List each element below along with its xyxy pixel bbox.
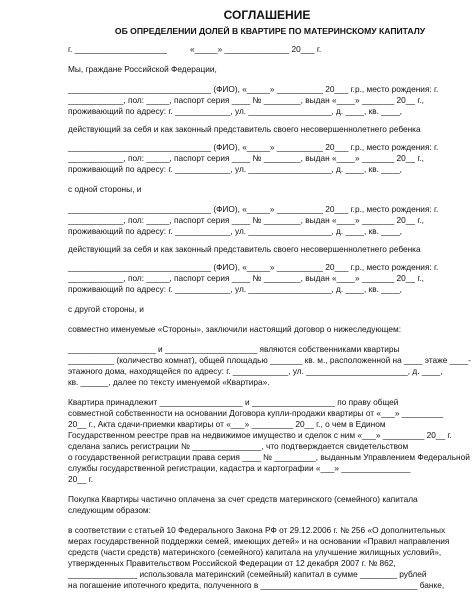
clause-line: мерах государственной поддержки семей, имеющих детей» и на основании «Правил направления [68, 536, 450, 546]
clause-line: этажного дома, находящейся по адресу: г. ____________, ул. ______________________, д. ____, [68, 366, 443, 376]
clause-line: утвержденных Правительством Российской Федерации от 12 декабря 2007 г. № 862, [68, 558, 396, 568]
side-two-line: с другой стороны, и [68, 304, 144, 314]
party-line: проживающий по адресу: г. ____________, ул. __________________, д. ____, кв. ____, [68, 106, 402, 116]
clause-payment [68, 494, 442, 516]
document-subtitle: ОБ ОПРЕДЕЛЕНИИ ДОЛЕЙ В КВАРТИРЕ ПО МАТЕРИНСКОМУ КАПИТАЛУ [114, 26, 426, 36]
party-line: ____________, пол: _____, паспорт серия ____ № ________, выдан «____» _______ 20__ г., [68, 273, 424, 283]
clause-line: кв. ______, далее по тексту именуемой «Квартира». [68, 377, 270, 387]
clause-line: службы государственной регистрации, кадастра и картографии «___» _______________ [68, 463, 411, 473]
clause-line: на погашение ипотечного кредита, полученного в __________________________________ банке, [68, 580, 445, 590]
party-line: проживающий по адресу: г. ____________, ул. __________________, д. ____, кв. ____, [68, 284, 402, 294]
clause-line: совместной собственности на основании Договора купли-продажи квартиры от «___» _________ [68, 408, 444, 418]
party-two-block [68, 204, 442, 295]
party-line: действующий за себя и как законный представитель своего несовершеннолетнего ребенка [68, 124, 421, 134]
party-line: _______________________________ (ФИО), «_____» __________ 20___ г.р., место рождения: г. [68, 142, 439, 152]
party-line: действующий за себя и как законный представитель своего несовершеннолетнего ребенка [68, 244, 421, 254]
clause-line: __________ (количество комнат), общей площадью _______ кв. м., расположенной на ____ этаже ____- [68, 355, 471, 365]
clause-line: следующим образом: [68, 505, 151, 515]
clause-line: средств (части средств) материнского (семейного) капитала на улучшение жилищных условий», [68, 547, 442, 557]
party-line: _______________________________ (ФИО), «_____» __________ 20___ г.р., место рождения: г. [68, 84, 439, 94]
clause-line: 20__ г., Акта сдачи-приемки квартиры от «___» _________ 20__ г., о чем в Едином [68, 419, 386, 429]
party-line: ____________, пол: _____, паспорт серия ____ № ________, выдан «____» _______ 20__ г., [68, 153, 424, 163]
clause-line: ___________________ и ____________________ являются собственниками квартиры [68, 344, 400, 354]
clause-ownership [68, 344, 471, 388]
party-line: ____________, пол: _____, паспорт серия ____ № ________, выдан «____» _______ 20__ г., [68, 215, 424, 225]
together-line: совместно именуемые «Стороны», заключили настоящий договор о нижеследующем: [68, 324, 402, 334]
clause-line: сделана запись регистрации № _______________, что подтверждается свидетельством [68, 441, 409, 451]
party-line: _______________________________ (ФИО), «_____» __________ 20___ г.р., место рождения: г. [68, 262, 439, 272]
clause-line: Квартира принадлежит __________________ и __________________ по праву общей [68, 397, 399, 407]
party-line: _______________________________ (ФИО), «_____» __________ 20___ г.р., место рождения: г. [68, 204, 439, 214]
clause-line: в соответствии с статьей 10 Федерального Закона РФ от 29.12.2006 г. № 256 «О дополнительных [68, 525, 446, 535]
clause-line: о государственной регистрации права серия ____ № _________, выданным Управлением Федеральной [68, 452, 470, 462]
party-line: проживающий по адресу: г. ____________, ул. __________________, д. ____, кв. ____, [68, 226, 402, 236]
side-one-line: с одной стороны, и [68, 184, 142, 194]
party-line: ____________, пол: _____, паспорт серия ____ № ________, выдан «____» _______ 20__ г., [68, 95, 424, 105]
intro-line: Мы, граждане Российской Федерации, [68, 64, 217, 74]
party-one-block [68, 84, 442, 175]
clause-maternity-capital [68, 525, 450, 591]
place-date-line: г. ____________________ «_____» ______________ 20___ г. [68, 44, 322, 54]
party-line: проживающий по адресу: г. ____________, ул. __________________, д. ____, кв. ____, [68, 164, 402, 174]
clause-line: _______________ использовала материнский (семейный) капитал в сумме ________ рублей [68, 569, 427, 579]
document-title: СОГЛАШЕНИЕ [223, 8, 311, 22]
clause-registration [68, 397, 470, 485]
clause-line: Покупка Квартиры частично оплачена за счет средств материнского (семейного) капитала [68, 494, 418, 504]
clause-line: 20__ г. [68, 474, 94, 484]
clause-line: Государственном реестре прав на недвижимое имущество и сделок с ним «___» _________ 20__ г. [68, 430, 452, 440]
